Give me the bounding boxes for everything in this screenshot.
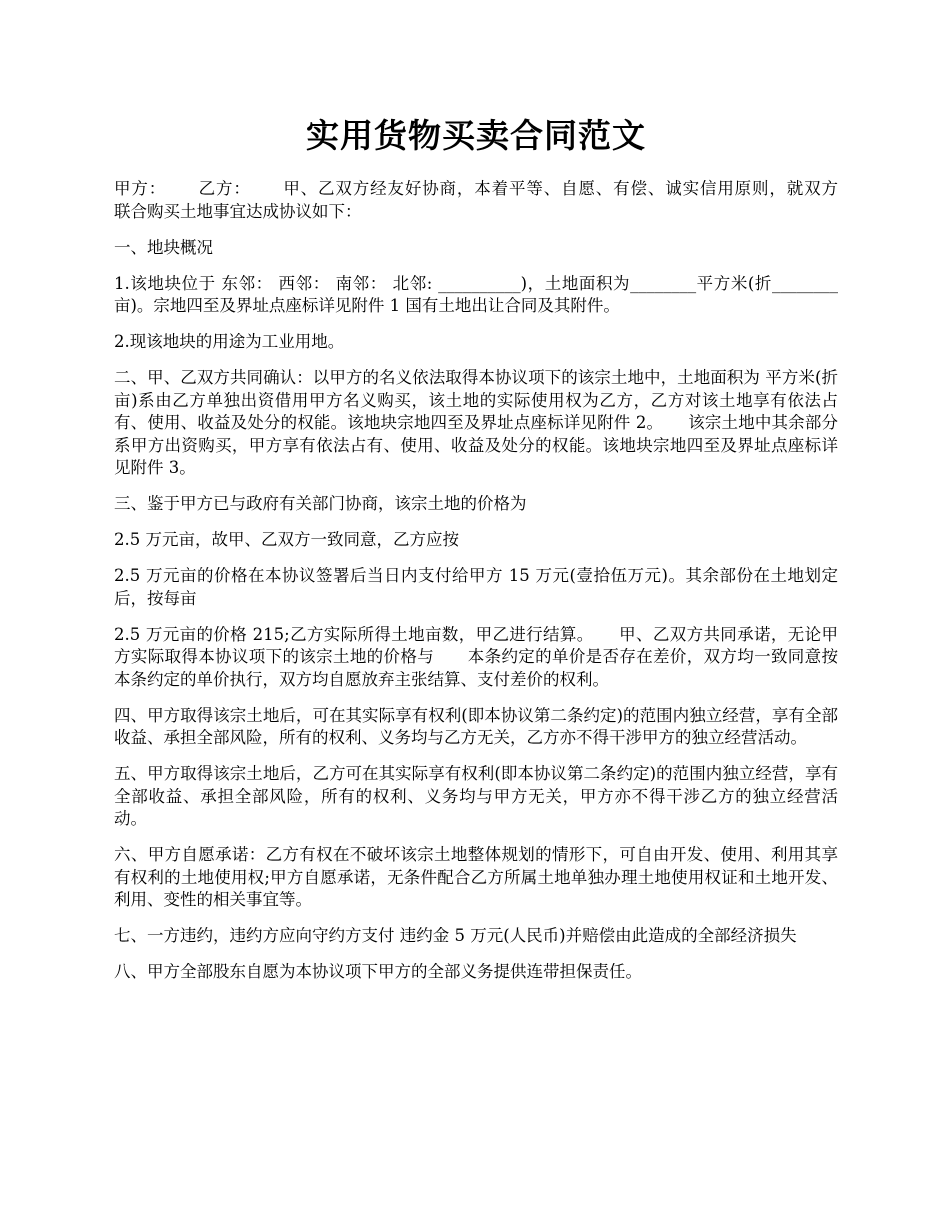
section-heading-land-overview: 一、地块概况 bbox=[114, 237, 213, 257]
paragraph-clause-7: 七、一方违约，违约方应向守约方支付 违约金 5 万元(人民币)并赔偿由此造成的全部经济损失 bbox=[114, 926, 797, 945]
paragraph-clause-6: 六、甲方自愿承诺：乙方有权在不破坏该宗土地整体规划的情形下，可自由开发、使用、利用其享有权利的土地使用权;甲方自愿承诺，无条件配合乙方所属土地单独办理土地使用权证和土地开发、利用、变性的相关事宜等。 bbox=[114, 845, 838, 909]
paragraph-clause-8: 八、甲方全部股东自愿为本协议项下甲方的全部义务提供连带担保责任。 bbox=[114, 962, 642, 981]
paragraph-price-agreement: 2.5 万元亩，故甲、乙双方一致同意，乙方应按 bbox=[114, 530, 459, 549]
paragraph-land-location: 1.该地块位于 东邻： 西邻： 南邻： 北邻: __________)，土地面积为________平方米(折________亩)。宗地四至及界址点座标详见附件 1 国有土地出让合同及其附件。 bbox=[114, 273, 838, 315]
paragraph-clause-5: 五、甲方取得该宗土地后，乙方可在其实际享有权利(即本协议第二条约定)的范围内独立经营，享有全部收益、承担全部风险，所有的权利、义务均与甲方无关，甲方亦不得干涉乙方的独立经营活动。 bbox=[114, 764, 838, 828]
paragraph-land-use: 2.现该地块的用途为工业用地。 bbox=[114, 332, 345, 351]
document-page bbox=[114, 108, 871, 997]
paragraph-clause-3: 三、鉴于甲方已与政府有关部门协商，该宗土地的价格为 bbox=[114, 494, 527, 513]
paragraph-clause-4: 四、甲方取得该宗土地后，可在其实际享有权利(即本协议第二条约定)的范围内独立经营，享有全部收益、承担全部风险，所有的权利、义务均与乙方无关，乙方亦不得干涉甲方的独立经营活动。 bbox=[114, 705, 838, 747]
paragraph-parties: 甲方： 乙方： 甲、乙双方经友好协商，本着平等、自愿、有偿、诚实信用原则，就双方 联合购买土地事宜达成协议如下： bbox=[114, 179, 871, 221]
paragraph-payment: 2.5 万元亩的价格在本协议签署后当日内支付给甲方 15 万元(壹拾伍万元)。其余部份在土地划定后，按每亩 bbox=[114, 566, 838, 608]
paragraph-clause-2: 二、甲、乙双方共同确认：以甲方的名义依法取得本协议项下的该宗土地中，土地面积为 平方米(折 亩)系由乙方单独出资借用甲方名义购买，该土地的实际使用权为乙方，乙方对该土地享有依法占有、使用、收益及处分的权能。该地块宗地四至及界址点座标详见附件 2。 该宗土地中其余部分系甲方出资购买，甲方享有依法占有、使用、收益及处分的权能。该地块宗地四至及界址点座标详见附件 3。 bbox=[114, 368, 838, 477]
document-title: 实用货物买卖合同范文 bbox=[306, 116, 646, 155]
paragraph-settlement: 2.5 万元亩的价格 215;乙方实际所得土地亩数，甲乙进行结算。 甲、乙双方共同承诺，无论甲方实际取得本协议项下的该宗土地的价格与 本条约定的单价是否存在差价，双方均一致同意按本条约定的单价执行，双方均自愿放弃主张结算、支付差价的权利。 bbox=[114, 624, 838, 689]
